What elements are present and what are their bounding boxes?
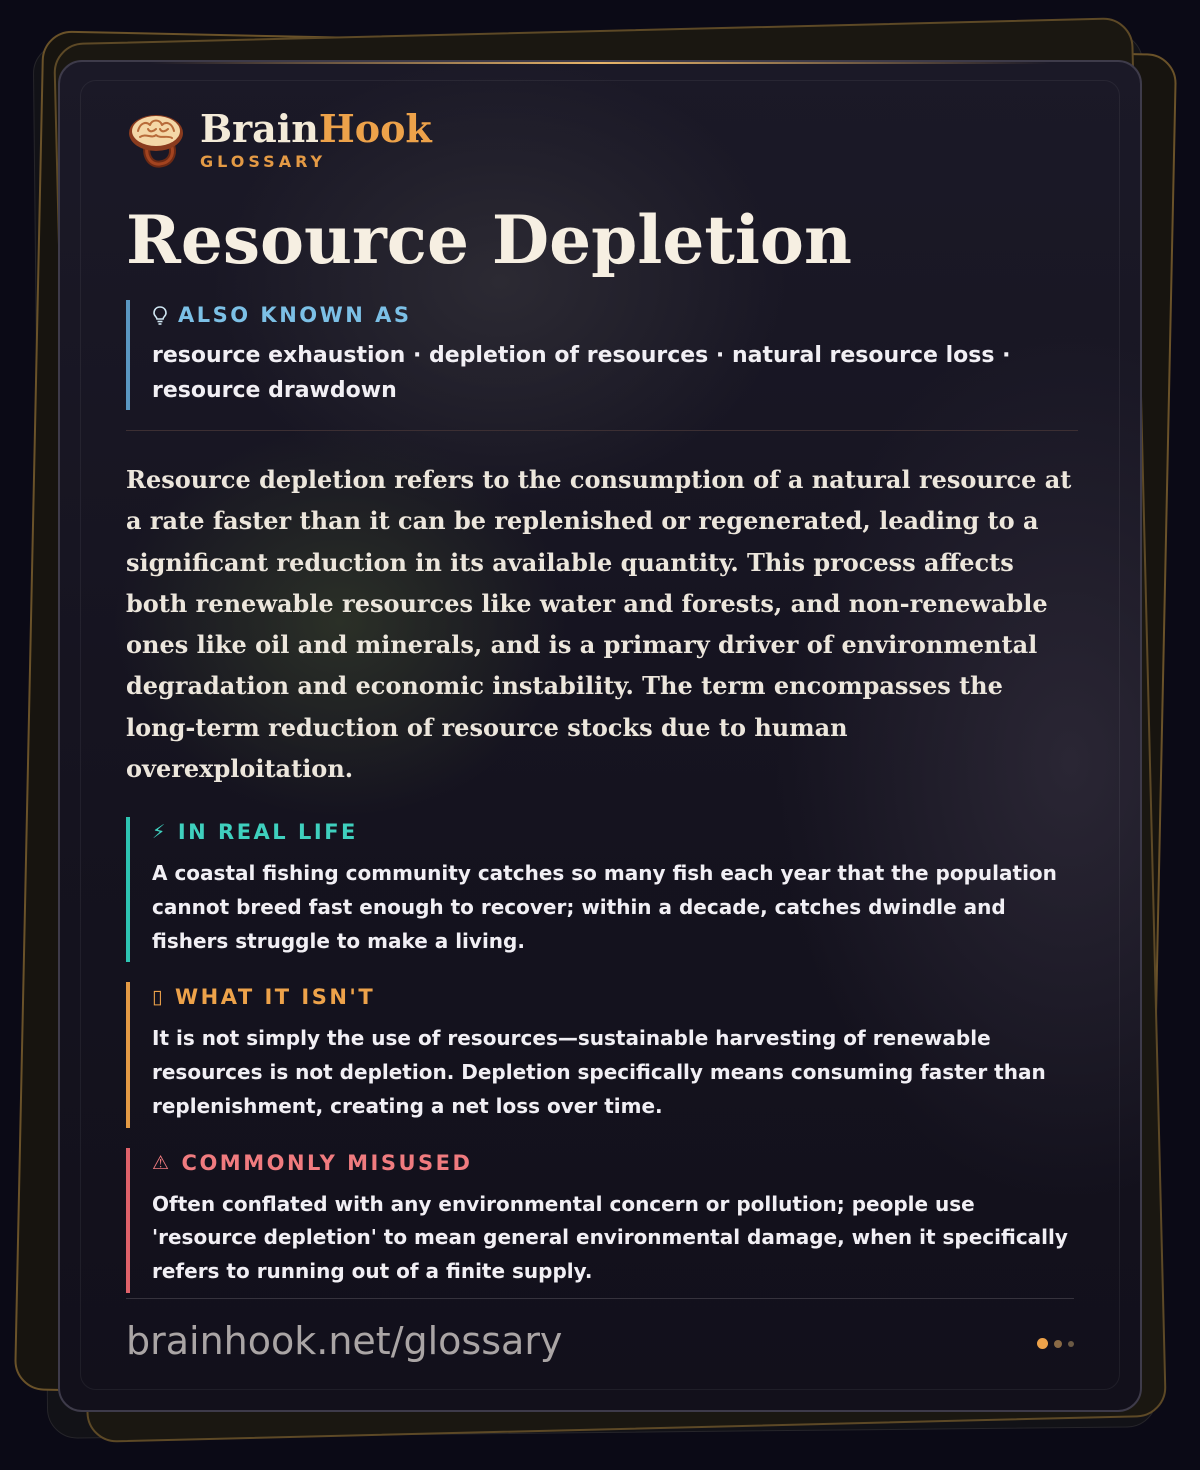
brand-header — [126, 106, 1078, 172]
in-real-life-label: IN REAL LIFE — [177, 820, 358, 845]
dot-indicator — [1037, 1338, 1048, 1349]
pagination-dots — [1031, 1338, 1074, 1349]
brand-text — [200, 105, 432, 171]
dot-indicator — [1054, 1340, 1062, 1348]
synonyms-list: resource exhaustion · depletion of resources · natural resource loss · resource drawdown — [152, 343, 1011, 403]
in-real-life-heading — [152, 819, 1078, 845]
commonly-misused-label: COMMONLY MISUSED — [181, 1150, 473, 1175]
card-content — [126, 106, 1078, 1293]
divider — [126, 430, 1078, 431]
brand-name-part1: Brain — [200, 105, 319, 151]
lightning-icon: ⚡ — [152, 821, 168, 844]
also-known-as-heading — [152, 302, 1078, 328]
what-it-isnt-text: It is not simply the use of resources—sustainable harvesting of renewable resources is not depletion. Depletion specifically means consuming faster than replenishment, creating a net loss over time. — [152, 1026, 1046, 1118]
commonly-misused-heading — [152, 1150, 1078, 1176]
brand-name-part2: Hook — [318, 105, 432, 151]
in-real-life-section — [126, 817, 1078, 962]
brain-hook-icon — [126, 109, 186, 169]
in-real-life-text: A coastal fishing community catches so many fish each year that the population cannot breed fast enough to recover; within a decade, catches dwindle and fishers struggle to make a living. — [152, 861, 1057, 953]
footer-url[interactable]: brainhook.net/glossary — [126, 1319, 563, 1363]
also-known-as-section — [126, 300, 1078, 410]
also-known-as-label: ALSO KNOWN AS — [178, 303, 412, 327]
definition-text: Resource depletion refers to the consumption of a natural resource at a rate faster than it can be replenished or regenerated, leading to a significant reduction in its available quantity. This process affects both renewable resources like water and forests, and non-renewable ones like oil and minerals, and is a primary driver of environmental degradation and economic instability. The term encompasses the long-term reduction of resource stocks due to human overexploitation. — [126, 465, 1072, 784]
footer-divider — [126, 1298, 1074, 1299]
term-title: Resource Depletion — [126, 201, 852, 279]
commonly-misused-text: Often conflated with any environmental concern or pollution; people use 'resource depletion' to mean general environmental damage, when it specifically refers to running out of a finite supply. — [152, 1191, 1068, 1283]
commonly-misused-section — [126, 1148, 1078, 1293]
what-it-isnt-section — [126, 982, 1078, 1127]
lightbulb-icon — [152, 305, 168, 325]
what-it-isnt-heading — [152, 984, 1078, 1010]
what-it-isnt-label: WHAT IT ISN'T — [174, 985, 376, 1010]
missing-glyph-icon: ▯ — [152, 986, 165, 1009]
card-top-accent — [150, 62, 1050, 64]
brand-name — [200, 105, 432, 151]
brand-subtitle: GLOSSARY — [200, 151, 327, 171]
warning-icon: ⚠ — [152, 1151, 172, 1174]
glossary-card — [58, 60, 1142, 1412]
dot-indicator — [1068, 1341, 1074, 1347]
